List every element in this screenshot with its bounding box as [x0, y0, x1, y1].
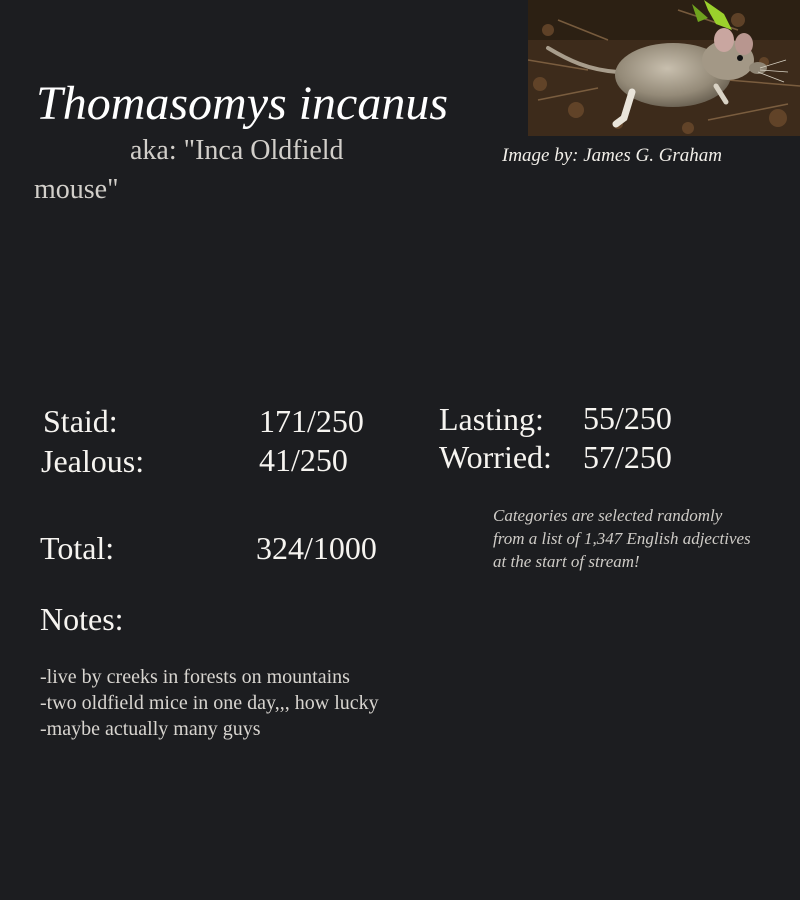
common-name-line-1: aka: "Inca Oldfield — [130, 135, 344, 166]
total-label: Total: — [40, 530, 115, 566]
notes-heading: Notes: — [40, 601, 124, 637]
stat-value-worried: 57/250 — [583, 439, 672, 475]
stat-value-jealous: 41/250 — [259, 442, 348, 478]
stat-label-staid: Staid: — [43, 403, 118, 439]
total-value: 324/1000 — [256, 530, 377, 566]
note-item: -two oldfield mice in one day,,, how lucky — [40, 692, 379, 714]
mouse-photo — [528, 0, 800, 136]
photo-credit: Image by: James G. Graham — [502, 145, 723, 166]
mouse-photo-illustration — [528, 0, 800, 136]
stat-value-lasting: 55/250 — [583, 400, 672, 436]
stat-label-worried: Worried: — [439, 439, 552, 475]
stat-label-jealous: Jealous: — [41, 443, 145, 479]
stat-label-lasting: Lasting: — [439, 401, 544, 437]
notes-list — [40, 664, 379, 742]
note-item: -maybe actually many guys — [40, 718, 261, 740]
note-item: -live by creeks in forests on mountains — [40, 666, 350, 688]
common-name-line-2: mouse" — [34, 174, 119, 205]
category-selection-note: Categories are selected randomly from a list of 1,347 English adjectives at the start of stream! — [493, 506, 751, 571]
species-scientific-name: Thomasomys incanus — [36, 77, 449, 130]
stat-value-staid: 171/250 — [259, 403, 364, 439]
